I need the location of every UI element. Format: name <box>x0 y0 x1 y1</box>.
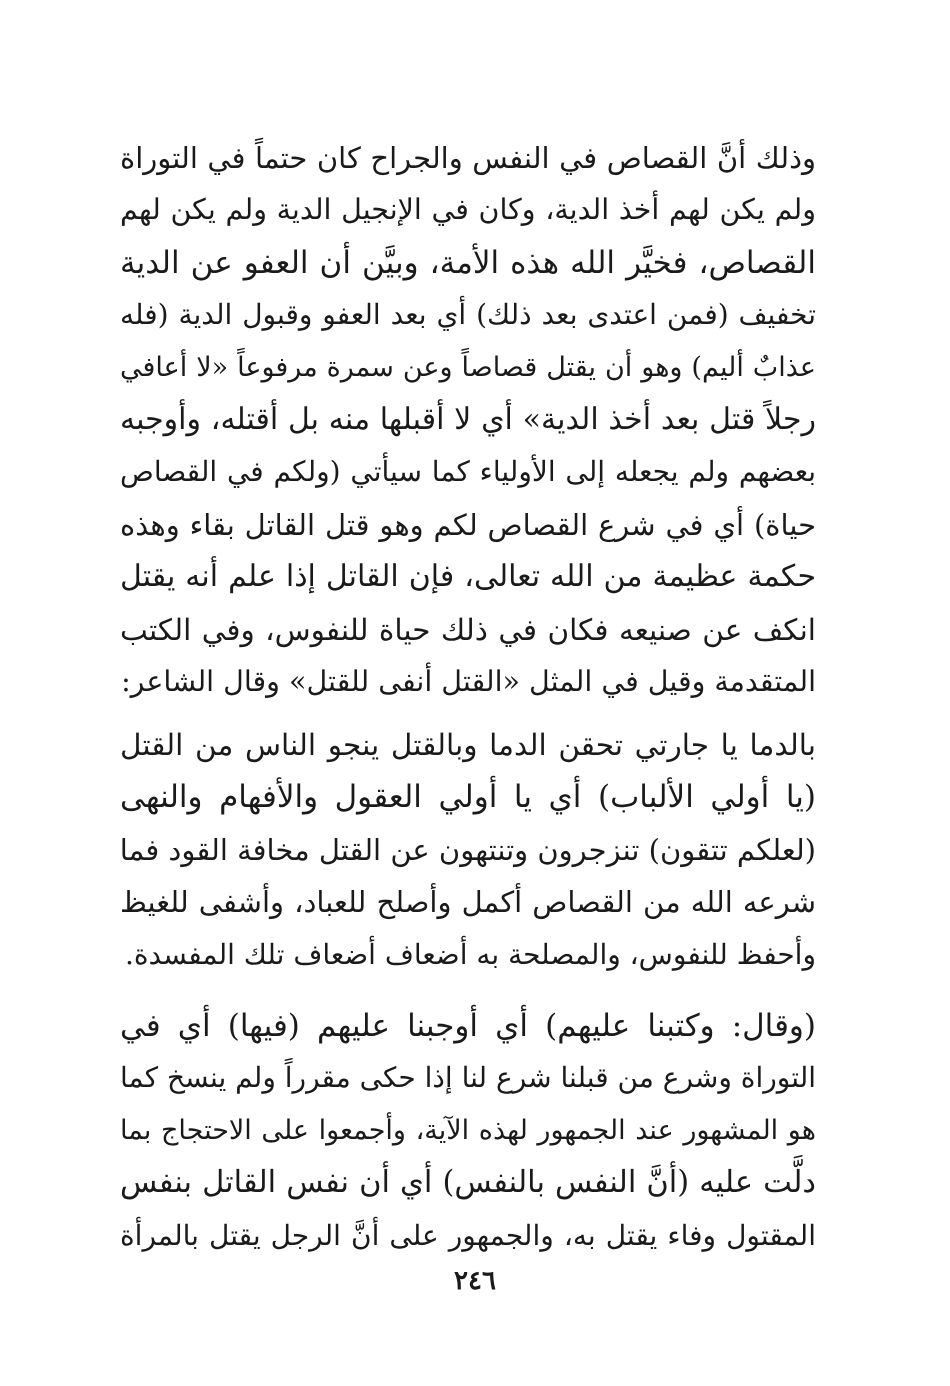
text-line: رجلاً قتل بعد أخذ الدية» أي لا أقبلها منه بل أقتله، وأوجبه <box>120 401 816 437</box>
text-line: (وقال: وكتبنا عليهم) أي أوجبنا عليهم (فيها) أي في <box>120 1008 816 1044</box>
text-line: (لعلكم تتقون) تنزجرون وتنتهون عن القتل مخافة القود فما <box>119 832 816 867</box>
text-line: دلَّت عليه (أنَّ النفس بالنفس) أي أن نفس القاتل بنفس <box>120 1165 816 1201</box>
paragraph-1 <box>120 132 816 708</box>
text-line: حياة) أي في شرع القصاص لكم وهو قتل القاتل بقاء وهذه <box>120 507 816 542</box>
text-line: هو المشهور عند الجمهور لهذه الآية، وأجمعوا على الاحتجاج بما <box>120 1114 816 1146</box>
text-line: عذابٌ أليم) وهو أن يقتل قصاصاً وعن سمرة مرفوعاً «لا أعافي <box>120 351 816 383</box>
page-number: ٢٤٦ <box>454 1266 496 1296</box>
text-line: حكمة عظيمة من الله تعالى، فإن القاتل إذا علم أنه يقتل <box>120 559 816 595</box>
poetry-verse: بالدما يا جارتي تحقن الدما وبالقتل ينجو الناس من القتل <box>120 728 816 762</box>
text-line: وأحفظ للنفوس، والمصلحة به أضعاف أضعاف تلك المفسدة. <box>124 937 816 971</box>
text-line: (يا أولي الألباب) أي يا أولي العقول والأفهام والنهى <box>120 779 816 816</box>
text-line: المقتول وفاء يقتل به، والجمهور على أنَّ الرجل يقتل بالمرأة <box>120 1218 816 1252</box>
text-line: وذلك أنَّ القصاص في النفس والجراح كان حتماً في التوراة <box>120 141 816 175</box>
text-line: تخفيف (فمن اعتدى بعد ذلك) أي بعد العفو وقبول الدية (فله <box>120 298 816 332</box>
paragraph-2 <box>120 719 816 981</box>
text-line: القصاص، فخيَّر الله هذه الأمة، وبيَّن أن العفو عن الدية <box>120 244 816 281</box>
text-line: بعضهم ولم يجعله إلى الأولياء كما سيأتي (ولكم في القصاص <box>120 455 816 489</box>
paragraph-3 <box>120 1000 816 1262</box>
text-line: شرعه الله من القصاص أكمل وأصلح للعباد، وأشفى للغيظ <box>120 885 816 920</box>
text-line: التوراة وشرع من قبلنا شرع لنا إذا حكى مقرراً ولم ينسخ كما <box>120 1061 816 1095</box>
text-line: ولم يكن لهم أخذ الدية، وكان في الإنجيل الدية ولم يكن لهم <box>120 193 816 227</box>
text-line: المتقدمة وقيل في المثل «القتل أنفى للقتل» وقال الشاعر: <box>121 664 816 698</box>
text-line: انكف عن صنيعه فكان في ذلك حياة للنفوس، وفي الكتب <box>120 612 816 647</box>
